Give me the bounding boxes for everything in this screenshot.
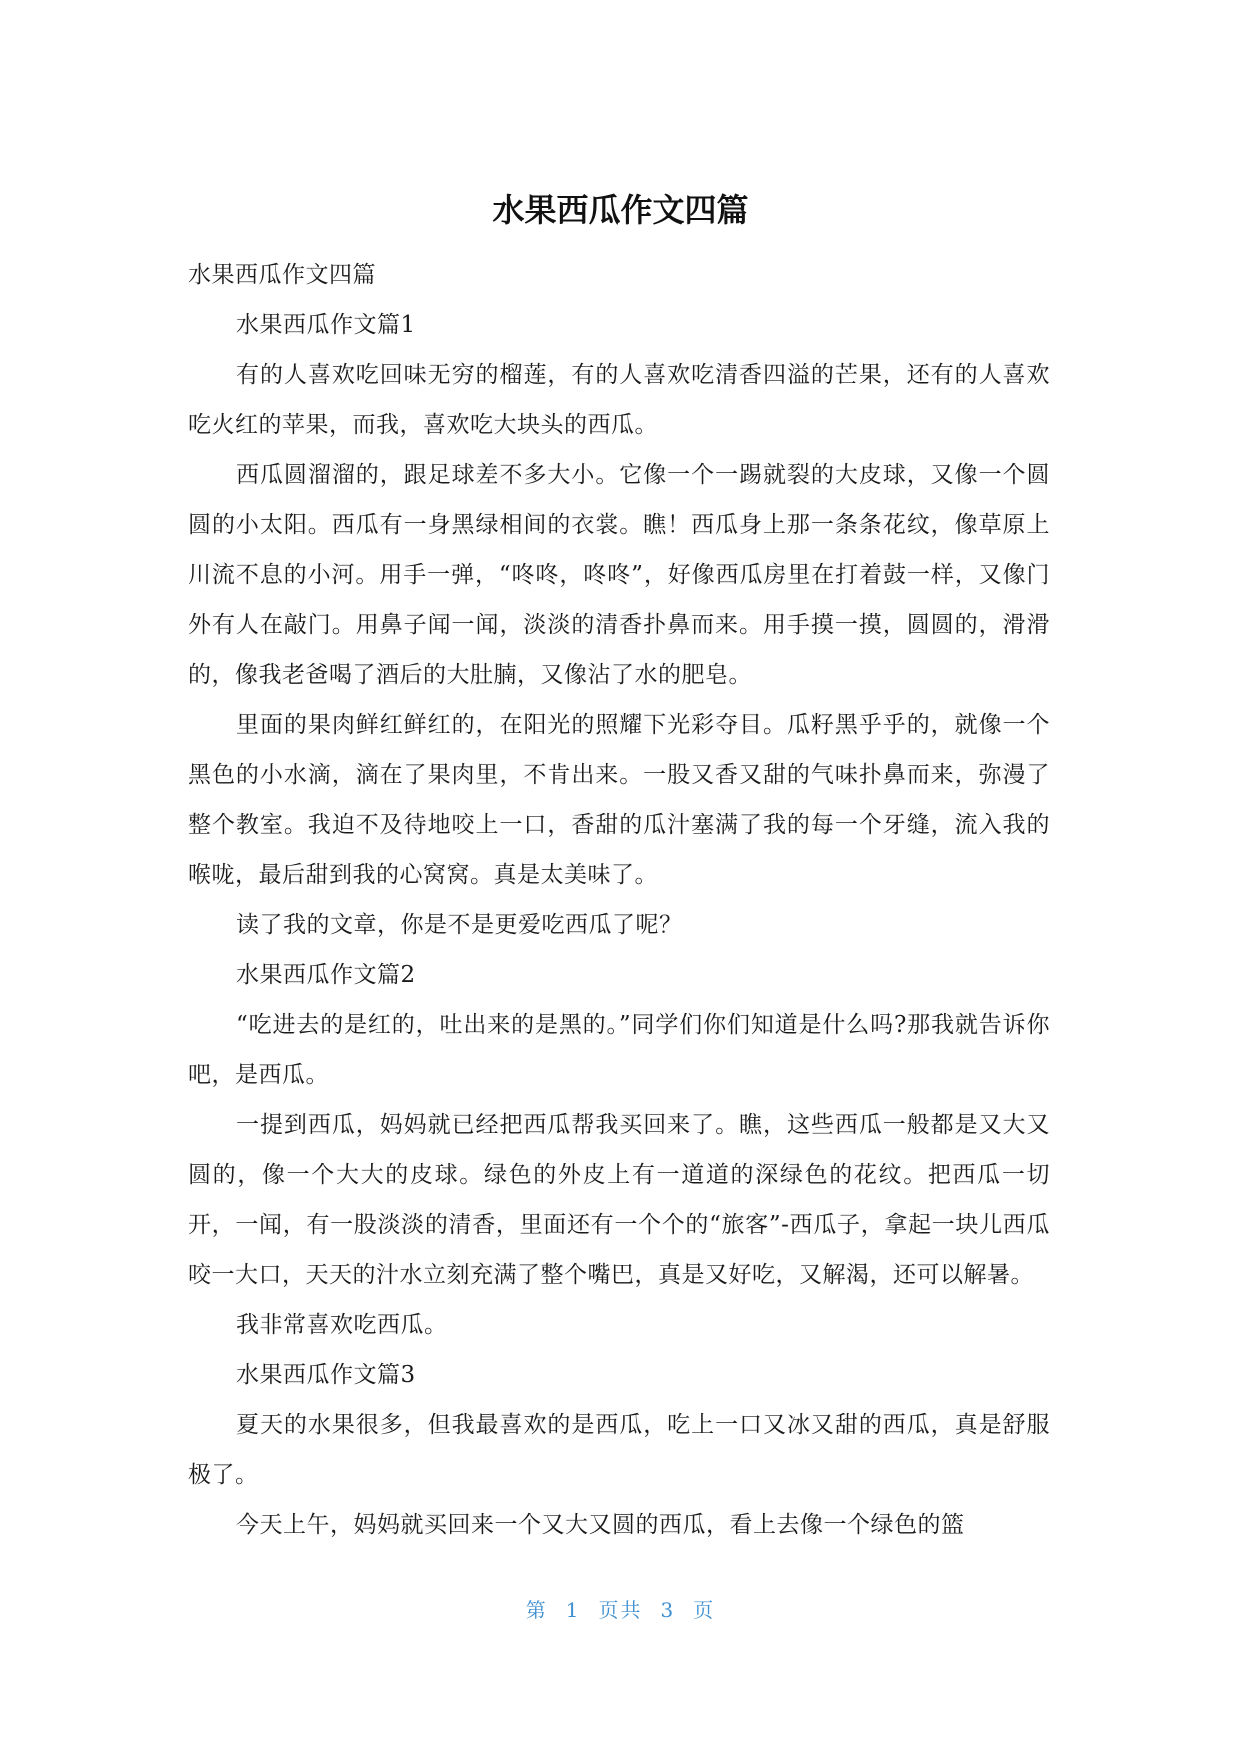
document-title: 水果西瓜作文四篇 (492, 191, 749, 229)
paragraph: 西瓜圆溜溜的，跟足球差不多大小。它像一个一踢就裂的大皮球，又像一个圆圆的小太阳。西瓜有一身黑绿相间的衣裳。瞧！西瓜身上那一条条花纹，像草原上川流不息的小河。用手一弹，“咚咚，咚咚”，好像西瓜房里在打着鼓一样，又像门外有人在敲门。用鼻子闻一闻，淡淡的清香扑鼻而来。用手摸一摸，圆圆的，滑滑的，像我老爸喝了酒后的大肚腩，又像沾了水的肥皂。 (188, 462, 1050, 688)
paragraph: 我非常喜欢吃西瓜。 (236, 1312, 448, 1338)
paragraph: “吃进去的是红的，吐出来的是黑的。”同学们你们知道是什么吗?那我就告诉你吧，是西瓜。 (188, 1012, 1050, 1088)
paragraph: 读了我的文章，你是不是更爱吃西瓜了呢？ (236, 912, 683, 938)
paragraph: 有的人喜欢吃回味无穷的榴莲，有的人喜欢吃清香四溢的芒果，还有的人喜欢吃火红的苹果，而我，喜欢吃大块头的西瓜。 (188, 362, 1050, 438)
footer-page-number: 1 (565, 1598, 581, 1622)
document-body (188, 250, 1050, 1550)
paragraph: 里面的果肉鲜红鲜红的，在阳光的照耀下光彩夺目。瓜籽黑乎乎的，就像一个黑色的小水滴，滴在了果肉里，不肯出来。一股又香又甜的气味扑鼻而来，弥漫了整个教室。我迫不及待地咬上一口，香甜的瓜汁塞满了我的每一个牙缝，流入我的喉咙，最后甜到我的心窝窝。真是太美味了。 (188, 712, 1050, 888)
footer-page-suffix: 页 (693, 1598, 716, 1622)
footer-page-of: 页共 (598, 1598, 643, 1622)
page-footer (0, 1594, 1241, 1623)
paragraph: 今天上午，妈妈就买回来一个又大又圆的西瓜，看上去像一个绿色的篮 (236, 1512, 965, 1538)
subtitle-paragraph: 水果西瓜作文四篇 (188, 262, 376, 288)
footer-total-pages: 3 (660, 1598, 676, 1622)
paragraph: 一提到西瓜，妈妈就已经把西瓜帮我买回来了。瞧，这些西瓜一般都是又大又圆的，像一个大大的皮球。绿色的外皮上有一道道的深绿色的花纹。把西瓜一切开，一闻，有一股淡淡的清香，里面还有一个个的“旅客”-西瓜子，拿起一块儿西瓜咬一大口，天天的汁水立刻充满了整个嘴巴，真是又好吃，又解渴，还可以解暑。 (188, 1112, 1050, 1288)
section-heading-2: 水果西瓜作文篇2 (236, 962, 416, 988)
paragraph: 夏天的水果很多，但我最喜欢的是西瓜，吃上一口又冰又甜的西瓜，真是舒服极了。 (188, 1412, 1050, 1488)
section-heading-3: 水果西瓜作文篇3 (236, 1362, 416, 1388)
footer-page-word: 第 (525, 1598, 548, 1622)
section-heading-1: 水果西瓜作文篇1 (236, 312, 416, 338)
